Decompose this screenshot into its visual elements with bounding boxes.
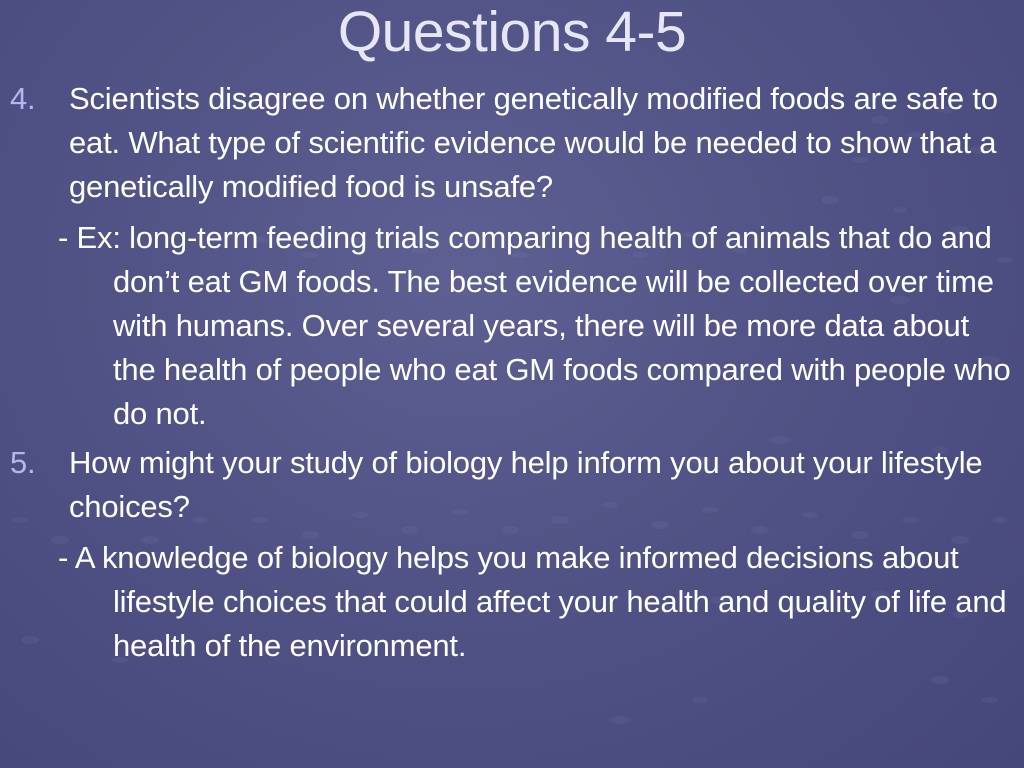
question-5: [0, 441, 1024, 529]
question-text: Scientists disagree on whether genetically modified foods are safe to eat. What type of scientific evidence would be needed to show that a genetically modified food is unsafe?: [69, 81, 998, 204]
question-number: 5.: [10, 445, 36, 480]
question-number: 4.: [10, 81, 36, 116]
answer-4: - Ex: long-term feeding trials comparing health of animals that do and don’t eat GM foods. The best evidence will be collected over time with humans. Over several years, there will be more data about the health of people who eat GM foods compared with people who do not.: [58, 220, 1011, 431]
slide-content: [0, 77, 1024, 668]
slide-title: Questions 4-5: [337, 0, 687, 64]
question-4: [0, 77, 1024, 209]
answer-5: - A knowledge of biology helps you make informed decisions about lifestyle choices that could affect your health and quality of life and health of the environment.: [58, 540, 1007, 663]
question-text: How might your study of biology help inform you about your lifestyle choices?: [69, 445, 983, 524]
